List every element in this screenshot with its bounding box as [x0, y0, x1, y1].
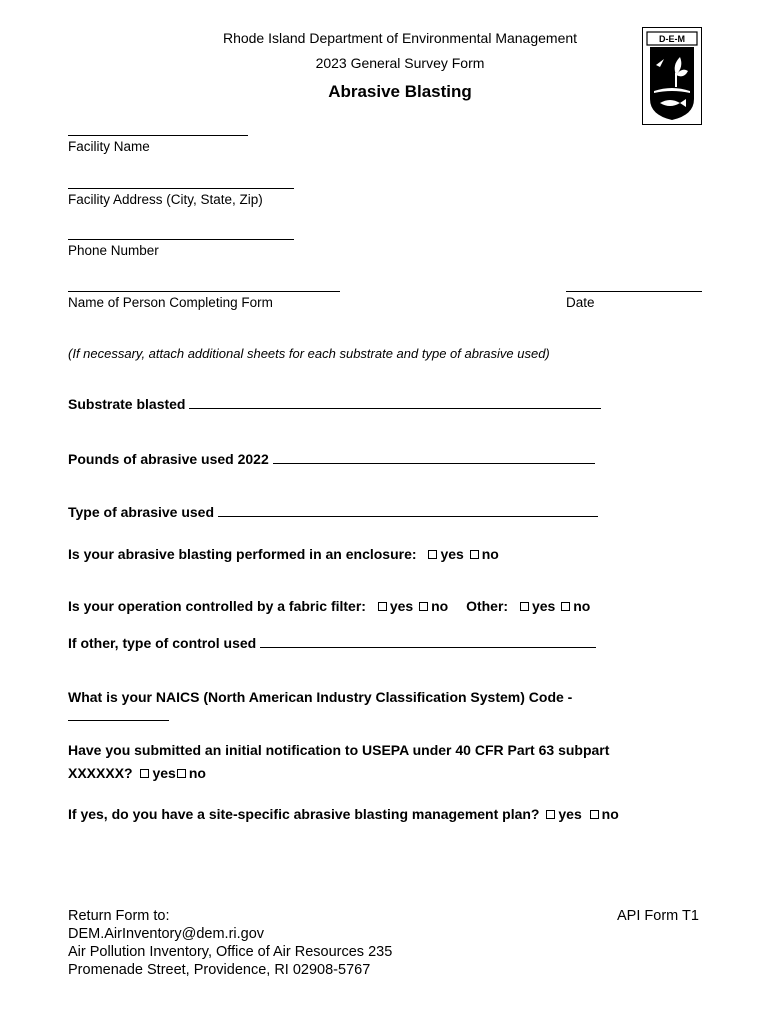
- enclosure-label: Is your abrasive blasting performed in an enclosure:: [68, 546, 417, 562]
- site-plan-no-checkbox[interactable]: [590, 810, 599, 819]
- usepa-yes-checkbox[interactable]: [140, 769, 149, 778]
- substrate-label: Substrate blasted: [68, 396, 186, 412]
- fabric-filter-no-checkbox[interactable]: [419, 602, 428, 611]
- other-label: Other:: [466, 598, 509, 614]
- return-label: Return Form to:: [68, 908, 170, 924]
- fabric-filter-no-label: no: [431, 598, 449, 614]
- other-no-checkbox[interactable]: [561, 602, 570, 611]
- phone-number-line[interactable]: [68, 239, 294, 240]
- enclosure-yes-label: yes: [440, 546, 464, 562]
- site-plan-yes-checkbox[interactable]: [546, 810, 555, 819]
- pounds-label: Pounds of abrasive used 2022: [68, 451, 269, 467]
- other-yes-checkbox[interactable]: [520, 602, 529, 611]
- other-yes-label: yes: [531, 598, 556, 614]
- person-name-line[interactable]: [68, 291, 340, 292]
- phone-number-label: Phone Number: [68, 243, 159, 258]
- usepa-question-line1: Have you submitted an initial notification to USEPA under 40 CFR Part 63 subpart: [68, 742, 610, 758]
- other-control-question: [68, 635, 596, 651]
- pounds-input-line[interactable]: [273, 451, 595, 464]
- site-plan-question: [68, 806, 619, 822]
- logo-text: D-E-M: [659, 34, 685, 44]
- return-address-line1: Air Pollution Inventory, Office of Air Resources 235: [68, 944, 393, 960]
- type-label: Type of abrasive used: [68, 504, 215, 520]
- usepa-yes-label: yes: [152, 765, 176, 781]
- form-title: 2023 General Survey Form: [315, 55, 485, 71]
- facility-name-label: Facility Name: [68, 139, 150, 154]
- usepa-no-label: no: [188, 765, 206, 781]
- enclosure-yes-checkbox[interactable]: [428, 550, 437, 559]
- naics-input-line[interactable]: [68, 720, 169, 721]
- return-address-block: [68, 907, 392, 979]
- date-label: Date: [566, 295, 595, 310]
- facility-address-line[interactable]: [68, 188, 294, 189]
- dem-logo: [642, 27, 702, 125]
- enclosure-question: [68, 546, 499, 562]
- person-name-label: Name of Person Completing Form: [68, 295, 273, 310]
- fabric-filter-yes-label: yes: [389, 598, 414, 614]
- site-plan-label: If yes, do you have a site-specific abrasive blasting management plan?: [68, 806, 540, 822]
- usepa-label: XXXXXX?: [68, 765, 133, 781]
- usepa-no-checkbox[interactable]: [177, 769, 186, 778]
- other-control-input-line[interactable]: [260, 640, 596, 648]
- other-control-label: If other, type of control used: [68, 635, 257, 651]
- attachment-note: (If necessary, attach additional sheets for each substrate and type of abrasive used): [68, 346, 550, 361]
- type-input-line[interactable]: [218, 504, 598, 517]
- date-line[interactable]: [566, 291, 702, 292]
- type-question: [68, 504, 598, 520]
- substrate-question: [68, 396, 601, 412]
- return-email: DEM.AirInventory@dem.ri.gov: [68, 926, 265, 942]
- agency-name: Rhode Island Department of Environmental Management: [222, 30, 578, 46]
- fabric-filter-question: [68, 598, 590, 614]
- other-no-label: no: [573, 598, 591, 614]
- enclosure-no-checkbox[interactable]: [470, 550, 479, 559]
- facility-name-line[interactable]: [68, 135, 248, 136]
- naics-question: What is your NAICS (North American Industry Classification System) Code -: [68, 689, 573, 705]
- return-address-line2: Promenade Street, Providence, RI 02908-5767: [68, 962, 371, 978]
- section-title: Abrasive Blasting: [328, 82, 472, 101]
- form-id: API Form T1: [617, 908, 699, 924]
- usepa-question-line2: [68, 765, 206, 781]
- pounds-question: [68, 451, 595, 467]
- enclosure-no-label: no: [481, 546, 499, 562]
- fabric-filter-label: Is your operation controlled by a fabric filter:: [68, 598, 366, 614]
- site-plan-no-label: no: [601, 806, 619, 822]
- substrate-input-line[interactable]: [189, 396, 601, 409]
- facility-address-label: Facility Address (City, State, Zip): [68, 192, 263, 207]
- site-plan-yes-label: yes: [558, 806, 582, 822]
- fabric-filter-yes-checkbox[interactable]: [378, 602, 387, 611]
